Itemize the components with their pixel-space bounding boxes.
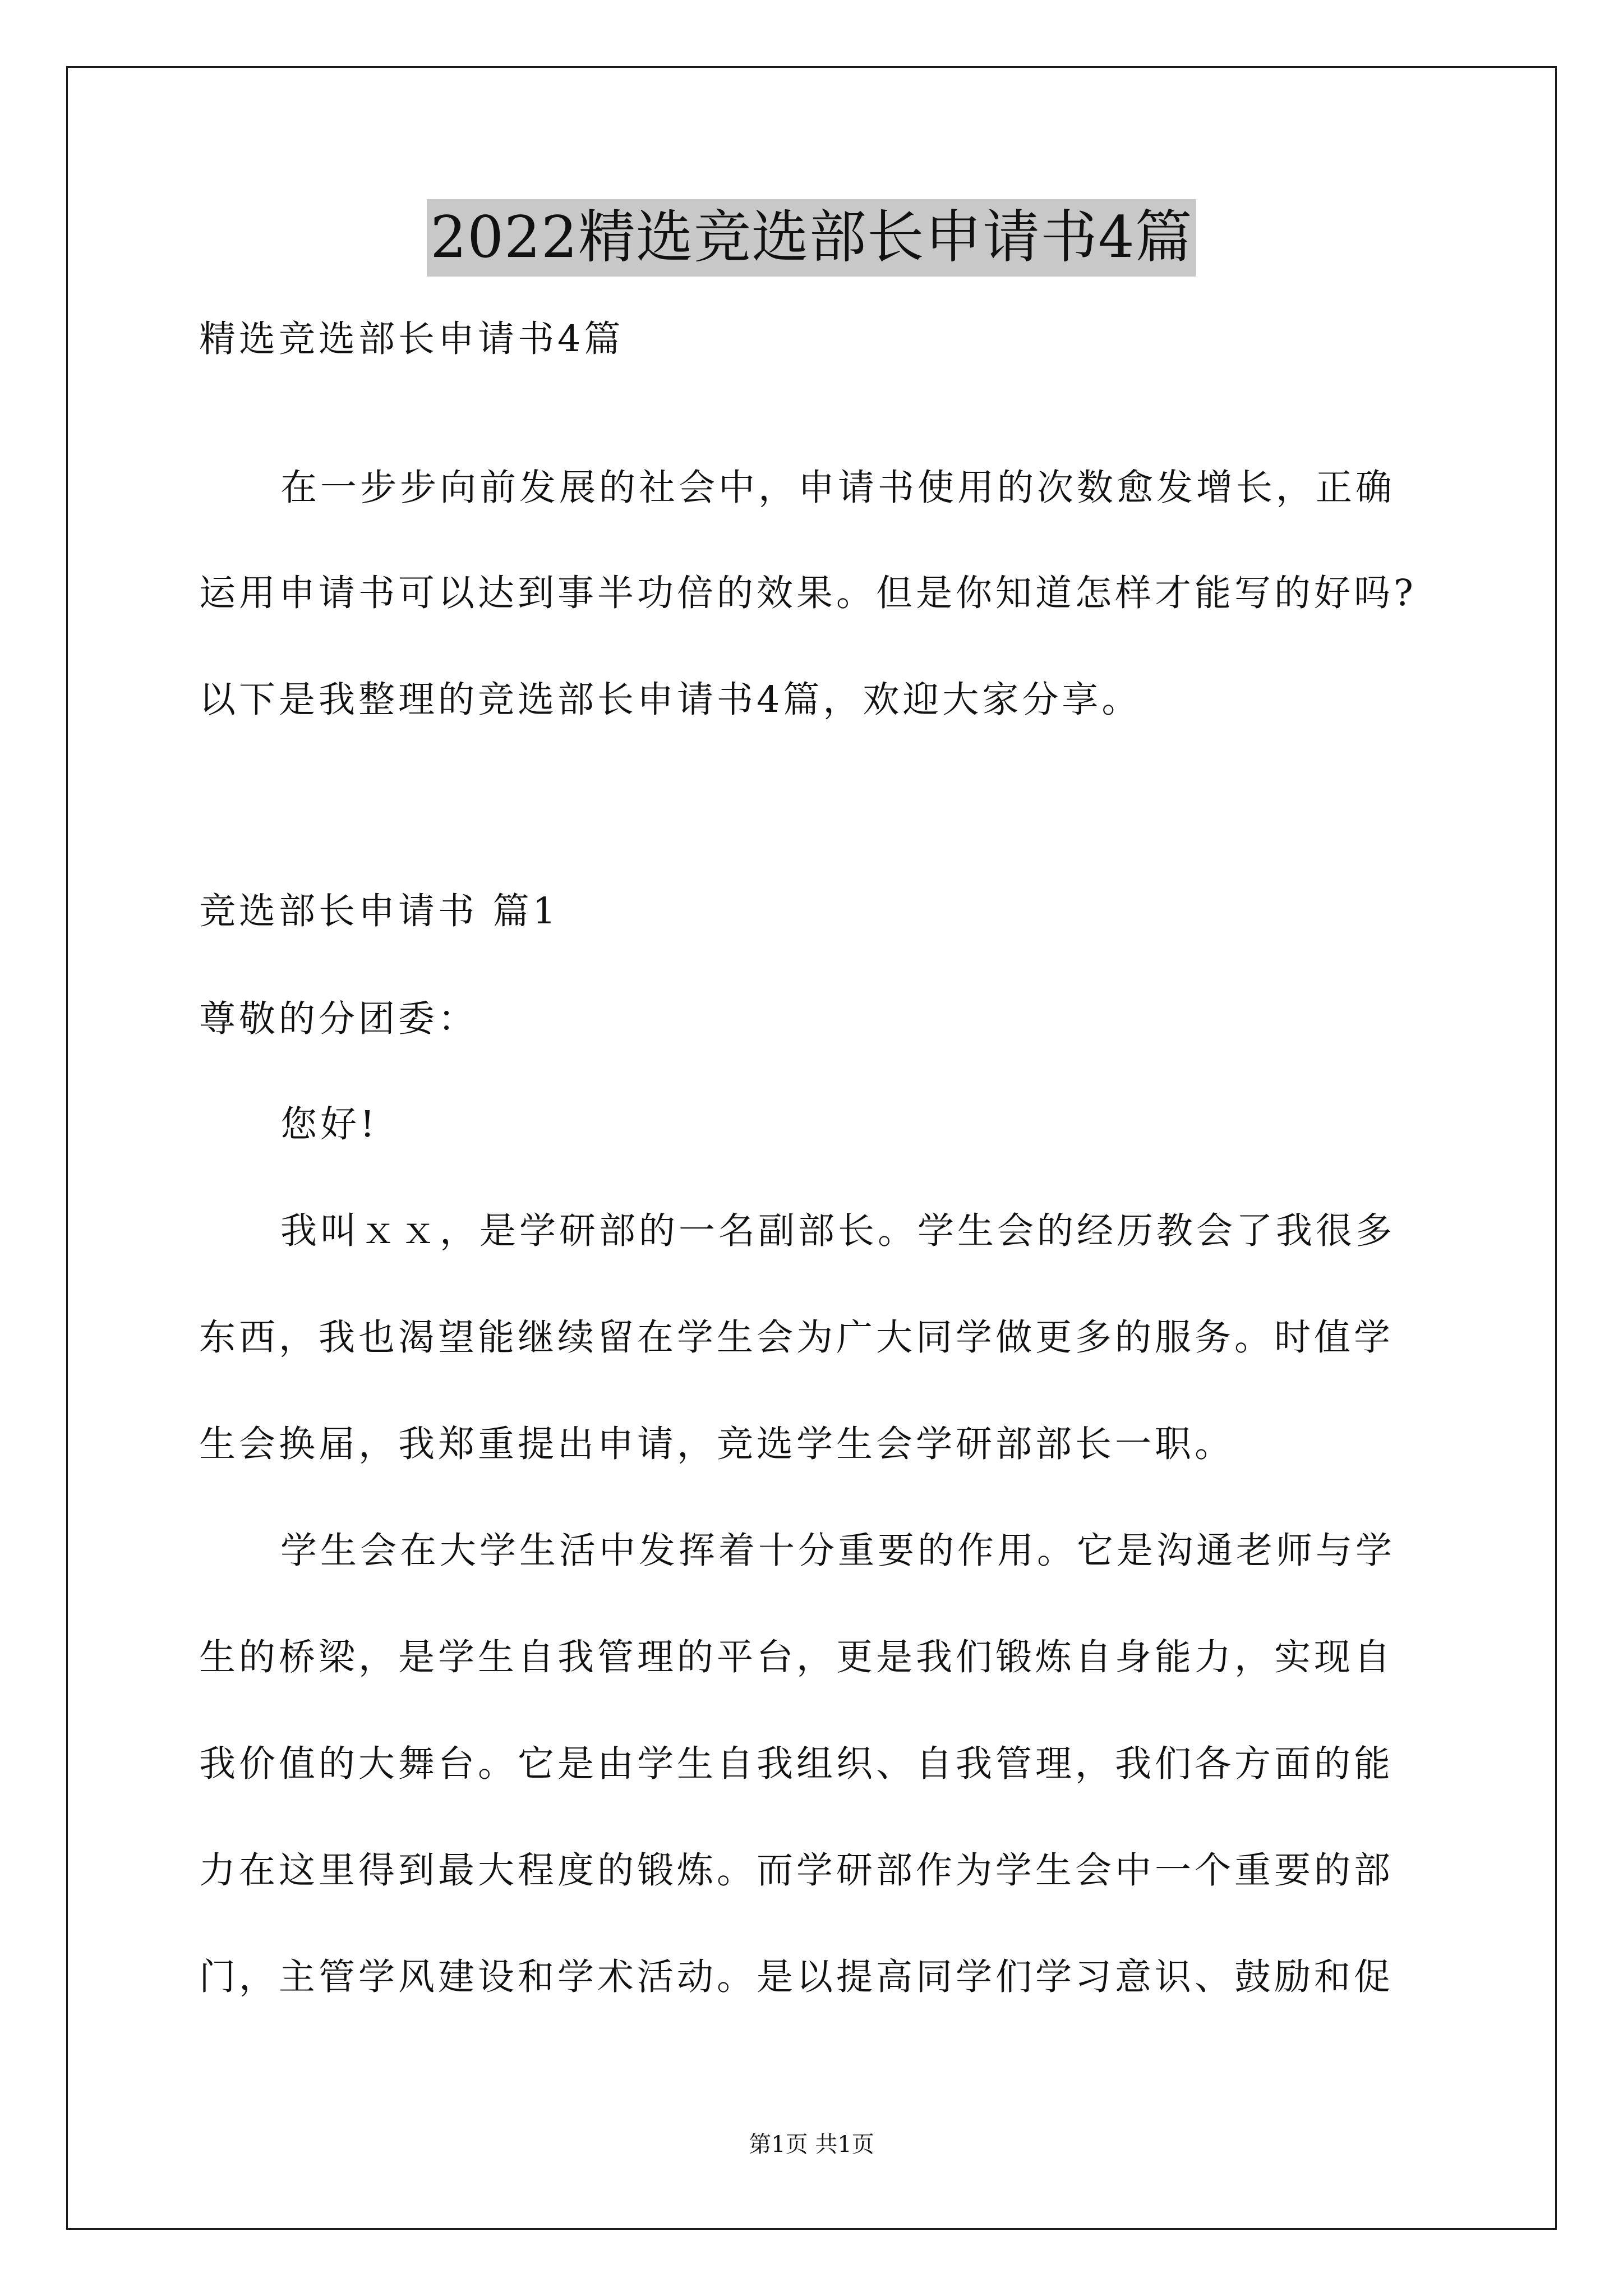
salutation: 尊敬的分团委： [199,998,478,1040]
document-title: 2022精选竞选部长申请书4篇 [427,199,1196,277]
page-border [66,66,1557,2230]
section-heading: 竞选部长申请书 篇1 [199,890,560,932]
paragraph-line: 我价值的大舞台。它是由学生自我组织、自我管理，我们各方面的能 [199,1743,1394,1785]
paragraph-line: 门，主管学风建设和学术活动。是以提高同学们学习意识、鼓励和促 [199,1956,1394,1998]
intro-line: 以下是我整理的竞选部长申请书4篇，欢迎大家分享。 [199,679,1142,721]
page-footer: 第1页 共1页 [749,2132,874,2157]
paragraph-line: 我叫ｘｘ，是学研部的一名副部长。学生会的经历教会了我很多 [280,1210,1396,1252]
paragraph-line: 生的桥梁，是学生自我管理的平台，更是我们锻炼自身能力，实现自 [199,1636,1394,1678]
intro-line: 在一步步向前发展的社会中，申请书使用的次数愈发增长，正确 [280,467,1396,509]
paragraph-line: 东西，我也渴望能继续留在学生会为广大同学做更多的服务。时值学 [199,1317,1394,1359]
intro-line: 运用申请书可以达到事半功倍的效果。但是你知道怎样才能写的好吗? [199,572,1417,614]
title-container [0,199,1623,277]
greeting: 您好! [280,1103,379,1145]
paragraph-line: 生会换届，我郑重提出申请，竞选学生会学研部部长一职。 [199,1423,1235,1465]
paragraph-line: 力在这里得到最大程度的锻炼。而学研部作为学生会中一个重要的部 [199,1849,1394,1892]
document-subtitle: 精选竞选部长申请书4篇 [199,318,624,360]
paragraph-line: 学生会在大学生活中发挥着十分重要的作用。它是沟通老师与学 [280,1530,1396,1572]
